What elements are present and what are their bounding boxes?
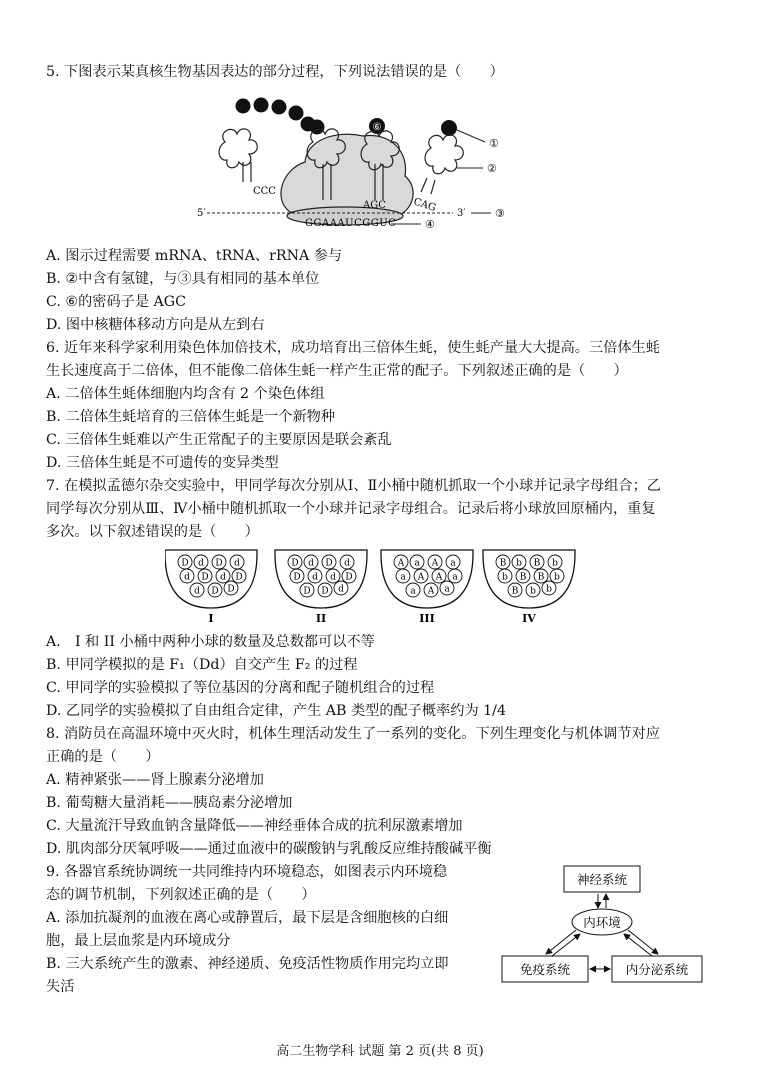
five-prime: 5′	[197, 208, 206, 219]
ball-label: b	[530, 586, 536, 597]
q9-option-b-line-2: 失活	[46, 979, 75, 995]
label-3: ③	[495, 207, 505, 220]
q6-option-d: D. 三倍体生蚝是不可遗传的变异类型	[46, 455, 279, 471]
q6-option-a: A. 二倍体生蚝体细胞内均含有 2 个染色体组	[46, 386, 325, 402]
ball-label: D	[181, 558, 189, 569]
ball-label: A	[435, 572, 443, 583]
ball-label: B	[537, 572, 545, 583]
anticodon-left: CCC	[253, 186, 276, 197]
ball-label: d	[220, 572, 226, 583]
ball-label: b	[516, 558, 522, 569]
bucket-3	[381, 550, 473, 625]
ball-label: D	[227, 584, 235, 595]
ball-label: a	[444, 584, 450, 595]
peptide-chain	[236, 98, 325, 135]
ball-label: b	[552, 558, 558, 569]
q5-option-d: D. 图中核糖体移动方向是从左到右	[46, 317, 265, 333]
ball-label: A	[427, 586, 435, 597]
homeostasis-diagram	[500, 862, 705, 988]
q7-stem-line-1: 7. 在模拟孟德尔杂交实验中，甲同学每次分别从Ⅰ、Ⅱ小桶中随机抓取一个小球并记录字母组合；乙	[46, 478, 661, 494]
q6-option-c: C. 三倍体生蚝难以产生正常配子的主要原因是联会紊乱	[46, 432, 392, 448]
q7-stem-line-3: 多次。以下叙述错误的是（ ）	[46, 524, 259, 540]
q9-stem-line-2: 态的调节机制，下列叙述正确的是（ ）	[46, 887, 316, 903]
bucket-label: IV	[522, 612, 536, 625]
bucket-label: II	[315, 612, 327, 625]
q5-option-c: C. ⑥的密码子是 AGC	[46, 294, 186, 310]
buckets-figure	[165, 548, 605, 626]
ball-label: a	[452, 572, 458, 583]
q7-option-a: A. I 和 II 小桶中两种小球的数量及总数都可以不等	[46, 634, 375, 650]
ball-label: A	[417, 572, 425, 583]
ball-label: b	[502, 572, 508, 583]
ball-label: d	[198, 558, 204, 569]
ball-label: d	[184, 572, 190, 583]
bucket-label: III	[419, 612, 435, 625]
ball-label: D	[211, 586, 219, 597]
amino-acid-right	[441, 120, 457, 136]
three-prime: 3′	[457, 208, 466, 219]
ball-label: b	[554, 572, 560, 583]
q8-option-a: A. 精神紧张——肾上腺素分泌增加	[46, 772, 264, 788]
ball-label: B	[499, 558, 507, 569]
translation-figure	[195, 92, 525, 232]
label-4: ④	[425, 218, 435, 231]
q9-option-a-line-1: A. 添加抗凝剂的血液在离心或静置后，最下层是含细胞核的白细	[46, 910, 449, 926]
ball-label: D	[235, 572, 243, 583]
label-1: ①	[489, 137, 499, 150]
bucket-label: I	[208, 612, 214, 625]
ball-label: d	[312, 572, 318, 583]
anticodon-mid: AGC	[363, 200, 386, 211]
q7-stem-line-2: 同学每次分别从Ⅲ、Ⅳ小桶中随机抓取一个小球并记录字母组合。记录后将小球放回原桶内，重复	[46, 501, 656, 517]
q7-option-c: C. 甲同学的实验模拟了等位基因的分离和配子随机组合的过程	[46, 680, 435, 696]
bucket-1	[165, 550, 257, 625]
trna-right	[421, 135, 463, 194]
q9-stem-line-1: 9. 各器官系统协调统一共同维持内环境稳态，如图表示内环境稳	[46, 864, 448, 880]
q8-option-b: B. 葡萄糖大量消耗——胰岛素分泌增加	[46, 795, 293, 811]
ball-label: D	[303, 586, 311, 597]
q8-option-c: C. 大量流汗导致血钠含量降低——神经垂体合成的抗利尿激素增加	[46, 818, 463, 834]
label-6: ⑥	[372, 122, 382, 133]
q6-stem-line-1: 6. 近年来科学家利用染色体加倍技术，成功培育出三倍体生蚝，使生蚝产量大大提高。三倍体生蚝	[46, 340, 660, 356]
endocrine-system-label: 内分泌系统	[625, 962, 689, 977]
q8-option-d: D. 肌肉部分厌氧呼吸——通过血液中的碳酸钠与乳酸反应维持酸碱平衡	[46, 841, 492, 857]
ribosome-large-subunit	[281, 134, 413, 214]
q9-option-b-line-1: B. 三大系统产生的激素、神经递质、免疫活性物质作用完均立即	[46, 956, 449, 972]
ball-label: B	[533, 558, 541, 569]
internal-environment-label: 内环境	[583, 915, 621, 930]
ball-label: D	[201, 572, 209, 583]
ball-label: D	[345, 572, 353, 583]
q6-option-b: B. 二倍体生蚝培育的三倍体生蚝是一个新物种	[46, 409, 336, 425]
ball-label: A	[397, 558, 405, 569]
nervous-system-label: 神经系统	[576, 872, 628, 887]
ball-label: B	[511, 586, 519, 597]
q5-option-b: B. ②中含有氢键，与③具有相同的基本单位	[46, 271, 320, 287]
ball-label: A	[431, 558, 439, 569]
q5-option-a: A. 图示过程需要 mRNA、tRNA、rRNA 参与	[46, 248, 343, 264]
ball-label: D	[215, 558, 223, 569]
anticodon-right: CAG	[412, 196, 438, 214]
ball-label: a	[450, 558, 456, 569]
ball-label: B	[519, 572, 527, 583]
ball-label: D	[291, 558, 299, 569]
ball-label: D	[321, 586, 329, 597]
page-footer: 高二生物学科 试题 第 2 页(共 8 页)	[276, 1044, 484, 1059]
q7-option-b: B. 甲同学模拟的是 F₁（Dd）自交产生 F₂ 的过程	[46, 657, 358, 673]
q7-option-d: D. 乙同学的实验模拟了自由组合定律，产生 AB 类型的配子概率约为 1/4	[46, 703, 506, 719]
ball-label: d	[194, 586, 200, 597]
ball-label: a	[414, 558, 420, 569]
ball-label: a	[400, 572, 406, 583]
immune-system-label: 免疫系统	[519, 962, 571, 977]
ball-label: D	[325, 558, 333, 569]
ball-label: d	[344, 558, 350, 569]
label-2: ②	[487, 162, 497, 175]
q5-stem: 5. 下图表示某真核生物基因表达的部分过程，下列说法错误的是（ ）	[46, 64, 504, 80]
q6-stem-line-2: 生长速度高于二倍体，但不能像二倍体生蚝一样产生正常的配子。下列叙述正确的是（ ）	[46, 363, 628, 379]
mrna-sequence: GGAAAUCGGUC	[305, 218, 397, 229]
q9-option-a-line-2: 胞，最上层血浆是内环境成分	[46, 933, 231, 949]
ball-label: d	[338, 584, 344, 595]
ball-label: D	[293, 572, 301, 583]
trna-left	[219, 129, 257, 182]
bucket-2	[275, 550, 367, 625]
ball-label: d	[234, 558, 240, 569]
bucket-4	[483, 550, 575, 625]
q8-stem-line-2: 正确的是（ ）	[46, 749, 160, 765]
ball-label: d	[330, 572, 336, 583]
ball-label: b	[546, 584, 552, 595]
ball-label: a	[410, 586, 416, 597]
q8-stem-line-1: 8. 消防员在高温环境中灭火时，机体生理活动发生了一系列的变化。下列生理变化与机体调节对应	[46, 726, 660, 742]
ball-label: d	[308, 558, 314, 569]
